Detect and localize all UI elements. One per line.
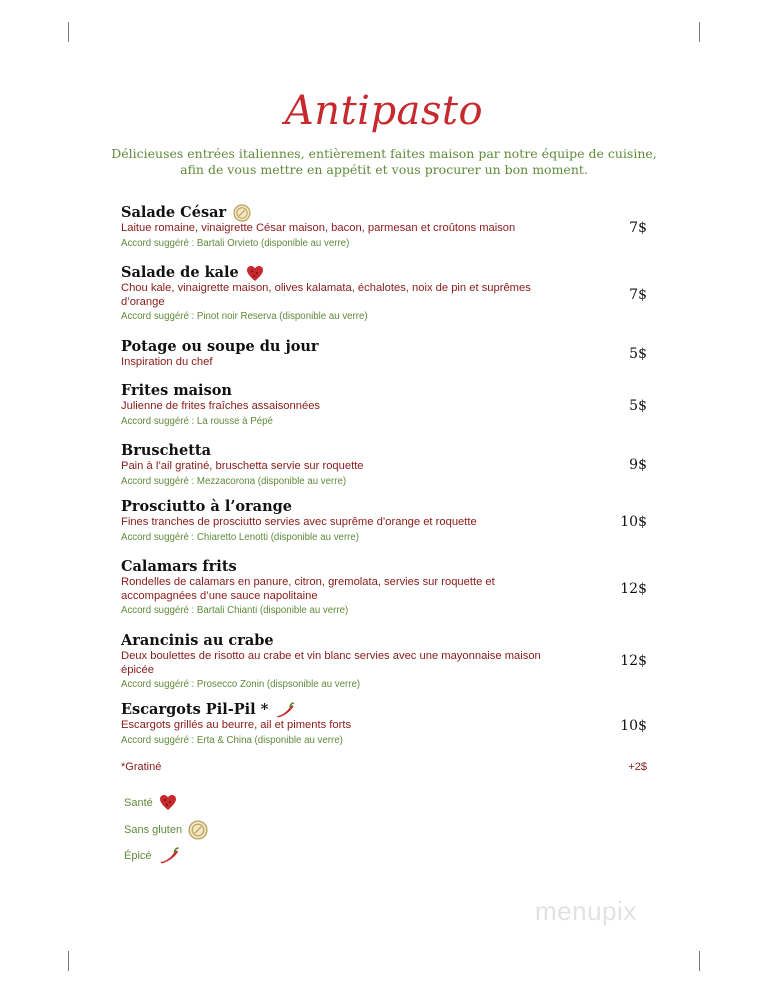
- item-price: 12$: [620, 653, 647, 669]
- item-name: Salade de kale: [121, 264, 239, 281]
- item-description: Inspiration du chef: [121, 356, 213, 368]
- crop-mark-bottom-left: [68, 951, 69, 971]
- item-description: Laitue romaine, vinaigrette César maison, bacon, parmesan et croûtons maison: [121, 222, 516, 234]
- intro-line-2: afin de vous mettre en appétit et vous procurer un bon moment.: [180, 162, 588, 177]
- item-name: Potage ou soupe du jour: [121, 338, 319, 355]
- legend-item-sante: [124, 794, 177, 811]
- gratine-label: *Gratiné: [121, 761, 162, 773]
- item-price: 10$: [620, 514, 647, 530]
- item-pairing: Accord suggéré : Erta & China (disponible au verre): [121, 734, 343, 746]
- item-description: Chou kale, vinaigrette maison, olives kalamata, échalotes, noix de pin et suprêmes d’orange: [121, 282, 531, 308]
- heart-health-icon: [246, 265, 264, 282]
- item-description: Escargots grillés au beurre, ail et piments forts: [121, 719, 352, 731]
- intro-line-1: Délicieuses entrées italiennes, entièrement faites maison par notre équipe de cuisine,: [111, 146, 657, 161]
- menu-item: [121, 558, 651, 617]
- menu-item: [121, 442, 651, 488]
- item-description: Deux boulettes de risotto au crabe et vin blanc servies avec une mayonnaise maison épicée: [121, 650, 541, 676]
- item-name: Bruschetta: [121, 442, 211, 459]
- legend-label: Santé: [124, 796, 153, 809]
- menu-item: [121, 498, 651, 544]
- crop-mark-top-left: [68, 22, 69, 42]
- watermark: menupix: [535, 896, 637, 926]
- item-name: Salade César: [121, 204, 227, 221]
- crop-mark-top-right: [699, 22, 700, 42]
- gluten-free-icon: [233, 204, 251, 222]
- menu-item: [121, 204, 651, 250]
- item-pairing: Accord suggéré : Mezzacorona (disponible au verre): [121, 475, 347, 487]
- item-price: 7$: [629, 287, 647, 303]
- heart-health-icon: [159, 794, 177, 811]
- item-description: Rondelles de calamars en panure, citron, gremolata, servies sur roquette et accompagnées d’une sauce napolitaine: [121, 576, 495, 602]
- menu-item: [121, 264, 651, 323]
- menu-item: [121, 632, 651, 691]
- item-name: Frites maison: [121, 382, 232, 399]
- item-price: 12$: [620, 581, 647, 597]
- legend-label: Épicé: [124, 849, 152, 862]
- legend-label: Sans gluten: [124, 824, 183, 836]
- item-name: Arancinis au crabe: [121, 632, 274, 649]
- chili-pepper-icon: [275, 702, 295, 718]
- item-name: Calamars frits: [121, 558, 237, 575]
- item-name: Escargots Pil-Pil *: [121, 701, 269, 718]
- item-price: 10$: [620, 718, 647, 734]
- legend-item-sans-gluten: [124, 820, 208, 840]
- item-price: 5$: [629, 346, 647, 362]
- item-price: 5$: [629, 398, 647, 414]
- legend-item-epice: [124, 847, 180, 864]
- item-pairing: Accord suggéré : Bartali Chianti (disponible au verre): [121, 605, 349, 616]
- crop-mark-bottom-right: [699, 951, 700, 971]
- item-description: Fines tranches de prosciutto servies avec suprême d’orange et roquette: [121, 516, 477, 528]
- item-price: 7$: [629, 220, 647, 236]
- menu-item: [121, 338, 651, 370]
- chili-pepper-icon: [158, 847, 180, 864]
- item-pairing: Accord suggéré : Bartali Orvieto (disponible au verre): [121, 237, 350, 249]
- item-description: Julienne de frites fraîches assaisonnées: [121, 400, 321, 412]
- menu-intro: [110, 146, 658, 178]
- menu-title: Antipasto: [284, 88, 484, 134]
- item-pairing: Accord suggéré : La rousse à Pépé: [121, 415, 273, 427]
- item-pairing: Accord suggéré : Pinot noir Reserva (disponible au verre): [121, 311, 368, 322]
- gratine-price: +2$: [628, 761, 647, 773]
- item-pairing: Accord suggéré : Prosecco Zonin (dispsonible au verre): [121, 679, 361, 690]
- menu-item: [121, 382, 651, 428]
- menu-item: [121, 701, 651, 747]
- gluten-free-icon: [188, 820, 208, 840]
- item-name: Prosciutto à l’orange: [121, 498, 292, 515]
- item-description: Pain à l’ail gratiné, bruschetta servie sur roquette: [121, 460, 364, 472]
- item-pairing: Accord suggéré : Chiaretto Lenotti (disponible au verre): [121, 531, 360, 543]
- item-price: 9$: [629, 457, 647, 473]
